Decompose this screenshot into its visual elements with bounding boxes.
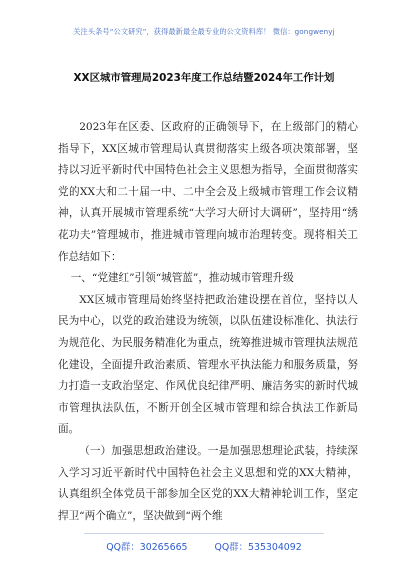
paragraph-ideological-building: （一）加强思想政治建设。一是加强思想理论武装，持续深入学习习近平新时代中国特色社会主义思想和党的XX大精神，认真组织全体党员干部参加全区党的XX大精神轮训工作，坚定捍卫“两个确立”，坚决做到“两个维 [58,444,358,522]
footer-qq-group-2: QQ群：535304092 [214,542,302,553]
footer-qq-group-1: QQ群：30265665 [106,542,188,553]
paragraph-intro: 2023年在区委、区政府的正确领导下，在上级部门的精心指导下，XX区城市管理局认真贯彻落实上级各项决策部署，坚持以习近平新时代中国特色社会主义思想为指导，全面贯彻落实党的XX大和二十届一中、二中全会及上级城市管理工作会议精神，认真开展城市管理系统“大学习大研讨大调研”，坚持用“绣花功夫”管理城市，推进城市管理向城市治理转变。现将相关工作总结如下： [58,121,358,263]
document-body [58,117,358,527]
paragraph-party-building: XX区城市管理局始终坚持把政治建设摆在首位，坚持以人民为中心，以党的政治建设为统领，以队伍建设标准化、执法行为规范化、为民服务精准化为重点，统筹推进城市管理执法规范化建设，全面提升政治素质、管理水平执法能力和服务质量，努力打造一支政治坚定、作风优良纪律严明、廉洁务实的新时代城市管理执法队伍，不断开创全区城市管理和综合执法工作新局面。 [58,293,358,436]
document-title: XX区城市管理局2023年度工作总结暨2024年工作计划 [73,72,335,84]
footer-divider [84,533,324,534]
section-heading-1: 一、“党建红”引领“城管蓝”，推动城市管理升级 [70,272,294,285]
footer-contacts [0,539,408,553]
header-banner: 关注头条号“公文研究”，获得最新最全最专业的公文资料库！ 微信：gongwenyj [73,27,335,36]
